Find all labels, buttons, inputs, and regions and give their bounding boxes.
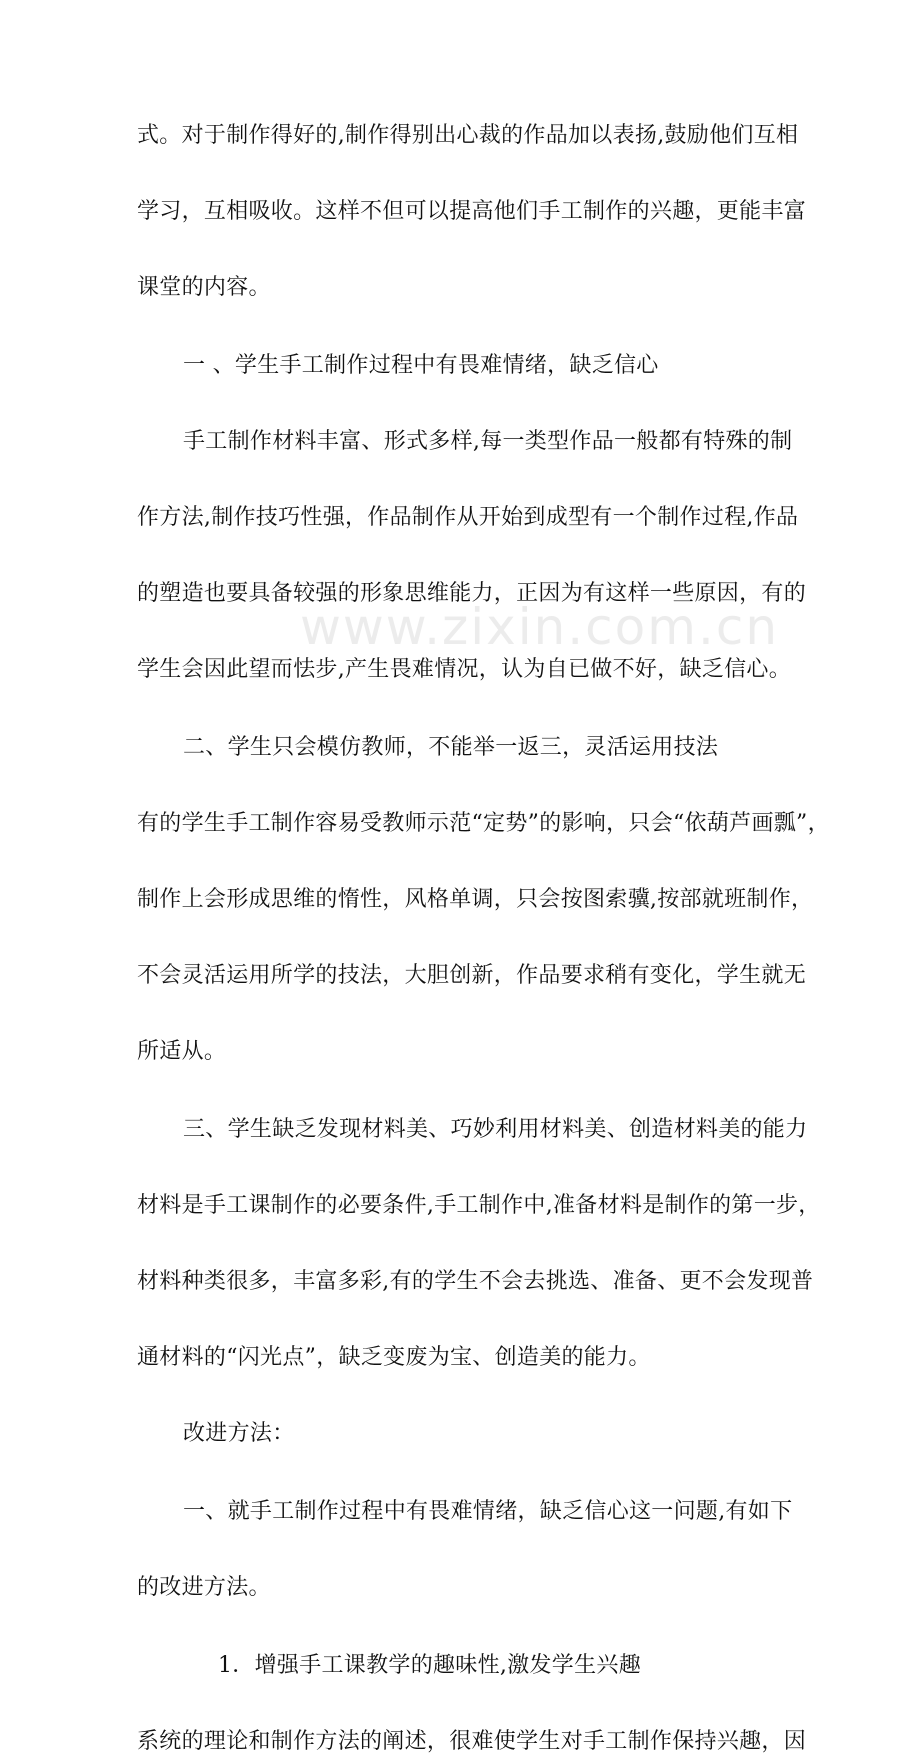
paragraph-line: 有的学生手工制作容易受教师示范“定势”的影响，只会“依葫芦画瓢”，: [137, 811, 830, 836]
paragraph-line: 材料是手工课制作的必要条件,手工制作中,准备材料是制作的第一步，: [137, 1193, 821, 1218]
paragraph-line: 制作上会形成思维的惰性，风格单调，只会按图索骥,按部就班制作，: [137, 887, 814, 912]
subsection-heading: 1．增强手工课教学的趣味性,激发学生兴趣: [218, 1653, 641, 1678]
section-heading: 二、学生只会模仿教师，不能举一返三，灵活运用技法: [183, 735, 719, 760]
paragraph-line: 式。对于制作得好的,制作得别出心裁的作品加以表扬,鼓励他们互相: [137, 123, 799, 148]
paragraph-line: 学习，互相吸收。这样不但可以提高他们手工制作的兴趣，更能丰富: [137, 199, 807, 224]
section-heading: 一 、学生手工制作过程中有畏难情绪，缺乏信心: [183, 353, 659, 378]
paragraph-line: 学生会因此望而怯步,产生畏难情况，认为自已做不好，缺乏信心。: [137, 657, 791, 682]
paragraph-line: 系统的理论和制作方法的阐述，很难使学生对手工制作保持兴趣，因: [137, 1729, 807, 1754]
section-heading: 改进方法：: [183, 1421, 295, 1446]
paragraph-line: 所适从。: [137, 1039, 227, 1064]
watermark: www.zixin.com.cn: [300, 598, 780, 656]
paragraph-line: 不会灵活运用所学的技法，大胆创新，作品要求稍有变化，学生就无: [137, 963, 807, 988]
paragraph-line: 作方法,制作技巧性强，作品制作从开始到成型有一个制作过程,作品: [137, 505, 799, 530]
paragraph-line: 一、就手工制作过程中有畏难情绪，缺乏信心这一问题,有如下: [183, 1499, 793, 1524]
paragraph-line: 课堂的内容。: [137, 275, 271, 300]
paragraph-line: 的改进方法。: [137, 1575, 271, 1600]
paragraph-line: 通材料的“闪光点”，缺乏变废为宝、创造美的能力。: [137, 1345, 651, 1370]
paragraph-line: 材料种类很多，丰富多彩,有的学生不会去挑选、准备、更不会发现普: [137, 1269, 814, 1294]
section-heading: 三、学生缺乏发现材料美、巧妙利用材料美、创造材料美的能力: [183, 1117, 808, 1142]
paragraph-line: 的塑造也要具备较强的形象思维能力，正因为有这样一些原因，有的: [137, 581, 807, 606]
paragraph-line: 手工制作材料丰富、形式多样,每一类型作品一般都有特殊的制: [183, 429, 793, 454]
